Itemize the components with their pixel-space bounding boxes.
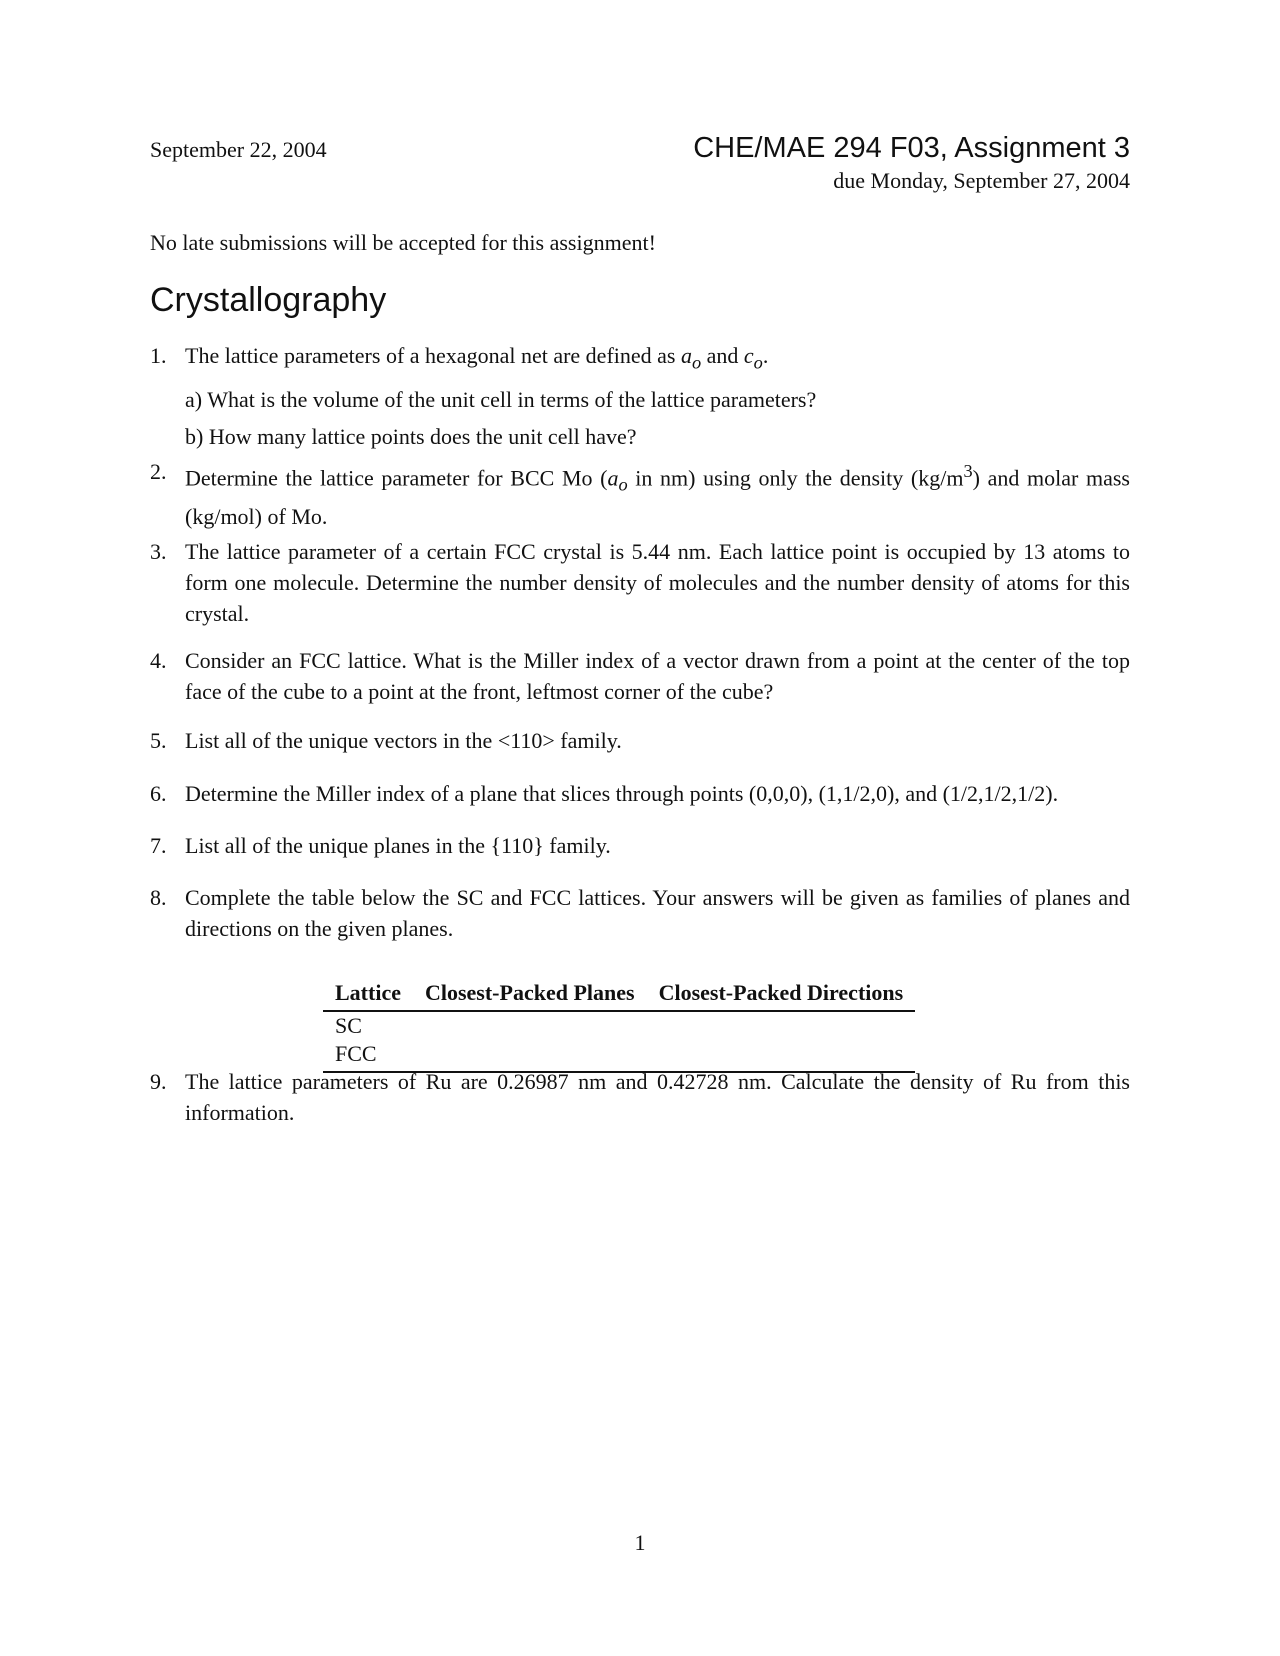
column-header-lattice: Lattice bbox=[323, 978, 413, 1011]
question-number: 7. bbox=[150, 833, 167, 858]
question-number: 9. bbox=[150, 1069, 167, 1094]
table-row bbox=[323, 1011, 915, 1040]
page-number: 1 bbox=[634, 1530, 646, 1555]
column-header-directions: Closest-Packed Directions bbox=[647, 978, 916, 1011]
question-number: 8. bbox=[150, 885, 167, 910]
question-text: Consider an FCC lattice. What is the Miller index of a vector drawn from a point at the center of the top face of the cube to a point at the front, leftmost corner of the cube? bbox=[185, 648, 1130, 704]
table-header-row bbox=[323, 978, 915, 1011]
question-text: Complete the table below the SC and FCC lattices. Your answers will be given as families of planes and directions on the given planes. bbox=[185, 885, 1130, 941]
table-cell-planes bbox=[413, 1011, 647, 1040]
table-cell-directions bbox=[647, 1011, 916, 1040]
question-number: 5. bbox=[150, 728, 167, 753]
question-number: 2. bbox=[150, 459, 167, 484]
question-1 bbox=[150, 340, 1130, 452]
column-header-planes: Closest-Packed Planes bbox=[413, 978, 647, 1011]
table-cell-lattice: SC bbox=[335, 1013, 362, 1038]
table-cell-lattice: FCC bbox=[323, 1040, 413, 1072]
question-number: 6. bbox=[150, 781, 167, 806]
late-notice: No late submissions will be accepted for this assignment! bbox=[150, 230, 656, 255]
question-text: The lattice parameter of a certain FCC crystal is 5.44 nm. Each lattice point is occupied by 13 atoms to form one molecule. Determine the number density of molecules and the number density of atoms for this crystal. bbox=[185, 539, 1130, 626]
question-number: 4. bbox=[150, 648, 167, 673]
question-7 bbox=[150, 830, 1130, 861]
closest-packed-table bbox=[323, 978, 915, 1073]
question-text: List all of the unique planes in the {110} family. bbox=[185, 833, 611, 858]
question-text: The lattice parameters of Ru are 0.26987 nm and 0.42728 nm. Calculate the density of Ru from this information. bbox=[185, 1069, 1130, 1125]
question-4 bbox=[150, 645, 1130, 707]
section-title: Crystallography bbox=[150, 281, 387, 319]
assignment-date: September 22, 2004 bbox=[150, 137, 327, 162]
question-6 bbox=[150, 778, 1150, 809]
due-date: due Monday, September 27, 2004 bbox=[833, 168, 1130, 193]
question-5 bbox=[150, 725, 1130, 756]
question-text: Determine the lattice parameter for BCC Mo ($a_o$ in nm) using only the density $(kg/m^3)$ and molar mass (kg/mol) of Mo. bbox=[185, 461, 1130, 529]
course-title: CHE/MAE 294 F03, Assignment 3 bbox=[693, 132, 1130, 164]
question-2 bbox=[150, 456, 1130, 532]
question-9 bbox=[150, 1066, 1130, 1128]
question-text: The lattice parameters of a hexagonal net are defined as $a_o$ and $c_o$. bbox=[185, 343, 769, 373]
question-1-part-b: b) How many lattice points does the unit cell have? bbox=[185, 424, 637, 450]
question-1-part-a: a) What is the volume of the unit cell in terms of the lattice parameters? bbox=[185, 387, 817, 413]
question-number: 3. bbox=[150, 539, 167, 564]
question-3 bbox=[150, 536, 1130, 629]
question-text: List all of the unique vectors in the <110> family. bbox=[185, 728, 622, 753]
question-8 bbox=[150, 882, 1130, 944]
question-text: Determine the Miller index of a plane that slices through points (0,0,0), (1,1/2,0), and (1/2,1/2,1/2). bbox=[185, 781, 1059, 806]
question-number: 1. bbox=[150, 343, 167, 368]
